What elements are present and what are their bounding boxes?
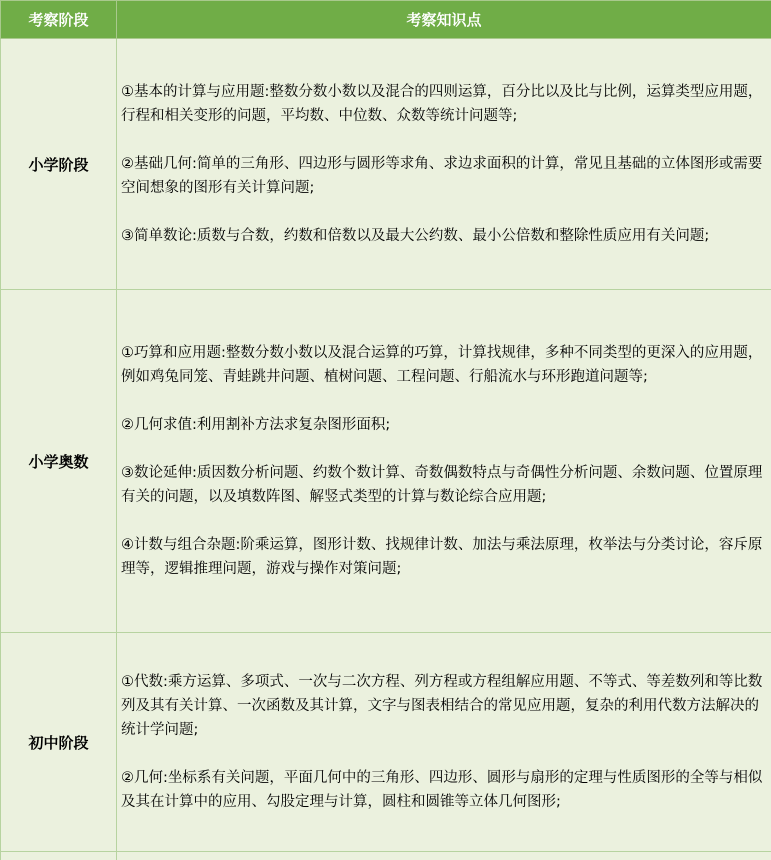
stage-cell: 小学阶段: [1, 39, 117, 290]
knowledge-item: ②基础几何:简单的三角形、四边形与圆形等求角、求边求面积的计算，常见且基础的立体图形或需要空间想象的图形有关计算问题;: [121, 152, 763, 200]
knowledge-item: ①巧算和应用题:整数分数小数以及混合运算的巧算，计算找规律，多种不同类型的更深入的应用题，例如鸡兔同笼、青蛙跳井问题、植树问题、工程问题、行船流水与环形跑道问题等;: [121, 341, 763, 389]
table-row: [1, 633, 771, 852]
stage-cell: 小学奥数: [1, 290, 117, 633]
knowledge-cell-empty: [117, 852, 771, 860]
table-row: [1, 39, 771, 290]
knowledge-item: ③数论延伸:质因数分析问题、约数个数计算、奇数偶数特点与奇偶性分析问题、余数问题、位置原理有关的问题，以及填数阵图、解竖式类型的计算与数论综合应用题;: [121, 461, 763, 509]
knowledge-cell: [117, 290, 771, 633]
knowledge-item: ②几何:坐标系有关问题，平面几何中的三角形、四边形、圆形与扇形的定理与性质图形的全等与相似及其在计算中的应用、勾股定理与计算，圆柱和圆锥等立体几何图形;: [121, 766, 763, 814]
knowledge-item: ④计数与组合杂题:阶乘运算，图形计数、找规律计数、加法与乘法原理，枚举法与分类讨论，容斥原理等，逻辑推理问题，游戏与操作对策问题;: [121, 533, 763, 581]
knowledge-item: ②几何求值:利用割补方法求复杂图形面积;: [121, 413, 763, 437]
knowledge-item: ①基本的计算与应用题:整数分数小数以及混合的四则运算，百分比以及比与比例，运算类型应用题，行程和相关变形的问题，平均数、中位数、众数等统计问题等;: [121, 80, 763, 128]
table-row-partial: [1, 852, 771, 860]
knowledge-item: ①代数:乘方运算、多项式、一次与二次方程、列方程或方程组解应用题、不等式、等差数列和等比数列及其有关计算、一次函数及其计算，文字与图表相结合的常见应用题，复杂的利用代数方法解决的统计学问题;: [121, 670, 763, 742]
table-row: [1, 290, 771, 633]
knowledge-item: ③简单数论:质数与合数，约数和倍数以及最大公约数、最小公倍数和整除性质应用有关问题;: [121, 224, 763, 248]
header-stage: 考察阶段: [1, 1, 117, 39]
knowledge-cell: [117, 39, 771, 290]
header-row: [1, 1, 771, 39]
stage-cell-empty: [1, 852, 117, 860]
header-knowledge: 考察知识点: [117, 1, 771, 39]
stage-cell: 初中阶段: [1, 633, 117, 852]
knowledge-cell: [117, 633, 771, 852]
